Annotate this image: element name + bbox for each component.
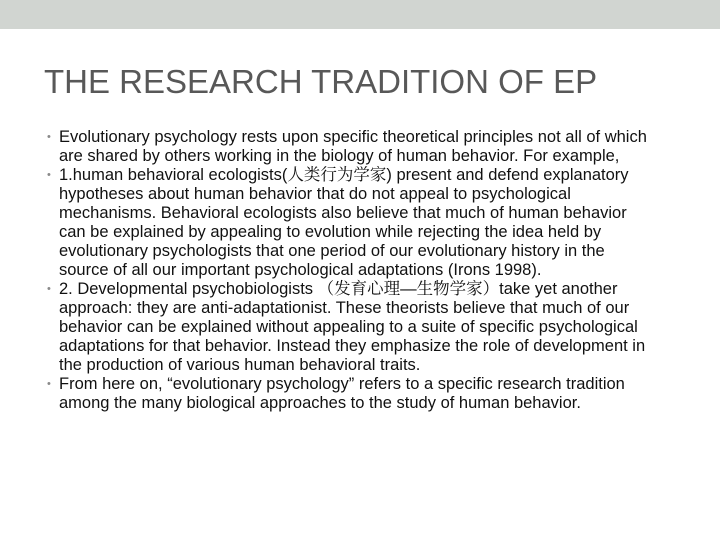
bullet-marker: • [47,131,51,143]
bullet-marker: • [47,283,51,295]
bullet-marker: • [47,378,51,390]
bullet-text: 1.human behavioral ecologists(人类行为学家) present and defend explanatory hypotheses about human behavior that do not appeal to psychological mechanisms. Behavioral ecologists also believe that much of human behavior can be explained by appealing to evolution while rejecting the idea held by evolutionary psychologists that one period of our evolutionary history in the source of all our important psychological adaptations (Irons 1998). [59,166,629,279]
top-band [0,0,720,29]
bullet-text: 2. Developmental psychobiologists （发育心理—生物学家）take yet another approach: they are anti-adaptationist. These theorists believe that much of our behavior can be explained without appealing to a suite of specific psychological adaptations for that behavior. Instead they emphasize the role of development in the production of various human behavioral traits. [59,280,646,374]
bullet-item [47,280,647,375]
bullet-list [47,128,647,413]
bullet-marker: • [47,169,51,181]
bullet-item [47,375,647,413]
bullet-text: Evolutionary psychology rests upon specific theoretical principles not all of which are shared by others working in the biology of human behavior. For example, [59,128,647,165]
bullet-text: From here on, “evolutionary psychology” refers to a specific research tradition among the many biological approaches to the study of human behavior. [59,375,625,412]
slide-title: THE RESEARCH TRADITION OF EP [44,63,598,100]
bullet-item [47,166,647,280]
bullet-item [47,128,647,166]
